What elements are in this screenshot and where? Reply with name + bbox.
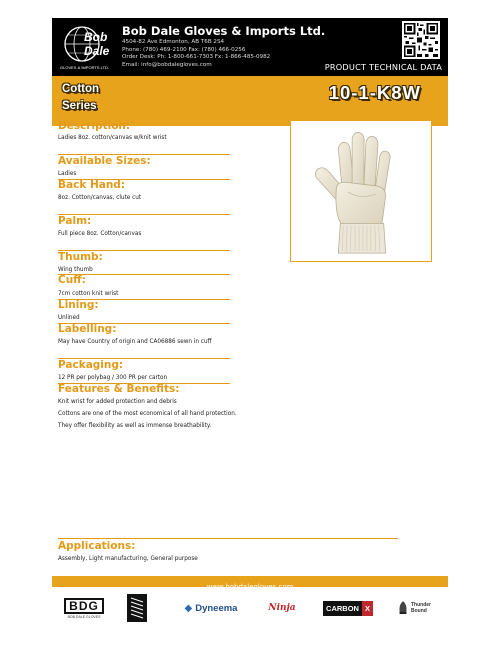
bob-dale-logo [58, 22, 118, 72]
description-heading: Description: [58, 120, 131, 132]
document-type: PRODUCT TECHNICAL DATA [324, 62, 442, 72]
description-text: Ladies 8oz. cotton/canvas w/knit wrist [58, 135, 167, 141]
maple-leaf-icon [127, 594, 147, 622]
helmet-icon [397, 598, 409, 618]
bdg-logo-text: BDG [64, 598, 104, 614]
address-line: 4504-82 Ave Edmonton, AB T6B 2S4 [122, 39, 225, 45]
palm-text: Full piece 8oz. Cotton/canvas [58, 231, 142, 237]
header-bar [52, 18, 448, 76]
company-name: Bob Dale Gloves & Imports Ltd. [122, 24, 326, 38]
email-line: Email: info@bobdalegloves.com [122, 61, 212, 68]
back-hand-text: 8oz. Cotton/canvas, clute cut [58, 195, 142, 201]
series-label [62, 81, 99, 115]
thumb-heading: Thumb: [58, 251, 103, 263]
website-link[interactable]: www.bobdalegloves.com [206, 583, 294, 591]
bdg-logo [60, 594, 108, 622]
dyneema-logo [176, 594, 246, 622]
logo-word-top: Bob [84, 30, 108, 44]
carbon-logo-text: CARBON [323, 601, 362, 616]
cuff-heading: Cuff: [58, 274, 86, 286]
features-text-3: They offer flexibility as well as immense breathability. [58, 423, 212, 429]
sizes-heading: Available Sizes: [58, 155, 151, 167]
applications-text: Assembly, Light manufacturing, General purpose [58, 556, 198, 562]
labelling-text: May have Country of origin and CA06886 sewn in cuff [58, 339, 212, 345]
sizes-text: Ladies [58, 171, 77, 177]
applications-heading: Applications: [58, 540, 136, 552]
packaging-text: 12 PR per polybag / 300 PR per carton [58, 375, 168, 381]
brand-logos [52, 590, 448, 626]
palm-heading: Palm: [58, 215, 92, 227]
footer-band [52, 576, 448, 591]
features-text-1: Knit wrist for added protection and debris [58, 399, 177, 405]
canada-flag-logo [124, 594, 150, 622]
qr-code [402, 21, 440, 59]
thunder-bound-logo [394, 594, 442, 622]
logo-word-bottom: Dale [84, 44, 110, 58]
dyneema-logo-text: Dyneema [195, 602, 238, 614]
labelling-heading: Labelling: [58, 323, 117, 335]
series-line-2: Series [62, 100, 97, 112]
diamond-icon: ◆ [184, 602, 193, 614]
series-line-1: Cotton [62, 83, 100, 95]
ninja-logo [262, 594, 302, 622]
order-desk-line: Order Desk: Ph: 1-800-661-7303 Fx: 1-866-485-0982 [122, 54, 271, 61]
tech-data-sheet [52, 18, 448, 630]
applications-rule [58, 538, 398, 539]
carbon-x-logo [320, 594, 376, 622]
features-heading: Features & Benefits: [58, 383, 180, 395]
series-band [52, 76, 448, 126]
cuff-text: 7cm cotton knit wrist [58, 291, 119, 297]
back-hand-heading: Back Hand: [58, 179, 126, 191]
company-contact [122, 39, 270, 69]
bdg-logo-sub: BOB DALE GLOVES [67, 614, 101, 619]
features-text-2: Cottons are one of the most economical of all hand protection. [58, 411, 237, 417]
logo-sub: GLOVES & IMPORTS LTD. [60, 65, 109, 70]
lining-text: Unlined [58, 315, 80, 321]
lining-heading: Lining: [58, 299, 99, 311]
product-photo [290, 120, 432, 262]
glove-image [291, 121, 431, 261]
packaging-heading: Packaging: [58, 359, 124, 371]
model-number: 10-1-K8W [328, 82, 421, 103]
carbon-x-mark: X [362, 601, 373, 616]
thunder-logo-text: Thunder Bound [411, 602, 431, 614]
thumb-text: Wing thumb [58, 267, 93, 273]
ninja-logo-text: Ninja [268, 603, 296, 613]
phone-line: Phone: (780) 469-2100 Fax: (780) 466-0256 [122, 46, 246, 53]
